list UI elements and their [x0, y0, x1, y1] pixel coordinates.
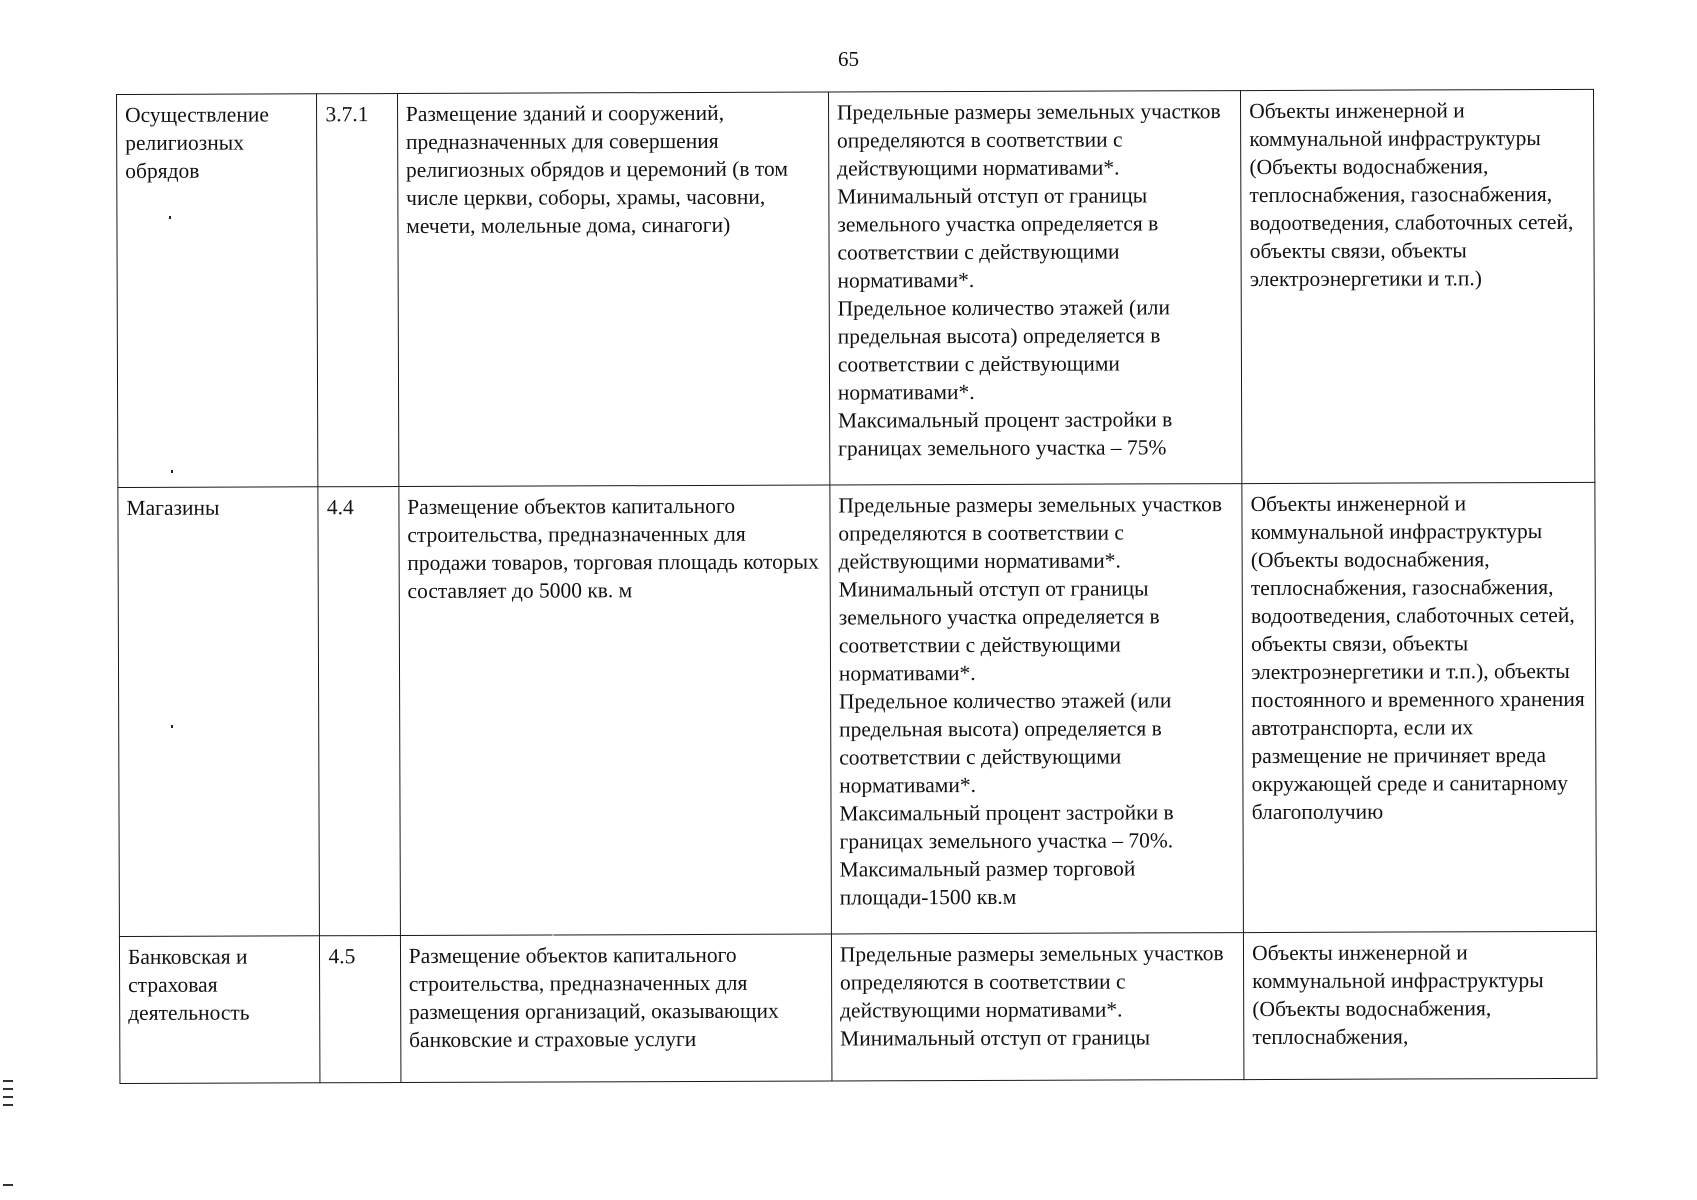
auxiliary-objects-cell: Объекты инженерной и коммунальной инфраструктуры (Объекты водоснабжения, теплоснабжения, газоснабжения, водоотведения, слаботочных сетей, объекты связи, объекты электроэнергетики и т.п.), объекты постоянного и временного хранения автотранспорта, если их размещение не причиняет вреда окружающей среде и санитарному благополучию: [1242, 482, 1596, 932]
land-use-name-cell: Банковская и страховая деятельность: [119, 936, 320, 1084]
scan-speck: [171, 470, 173, 473]
land-use-description-cell: Размещение объектов капитального строительства, предназначенных для продажи товаров, торговая площадь которых составляет до 5000 кв. м: [399, 485, 832, 936]
construction-parameters-cell: Предельные размеры земельных участков определяются в соответствии с действующими нормативами*. Минимальный отступ от границы: [831, 933, 1244, 1081]
construction-parameters-cell: Предельные размеры земельных участков определяются в соответствии с действующими нормативами*. Минимальный отступ от границы земельного участка определяется в соответствии с действующими нормативами*. Предельное количество этажей (или предельная высота) определяется в соответствии с действующими нормативами*. Максимальный процент застройки в границах земельного участка – 70%. Максимальный размер торговой площади-1500 кв.м: [830, 484, 1244, 934]
land-use-description-cell: Размещение объектов капитального строительства, предназначенных для размещения организаций, оказывающих банковские и страховые услуги: [400, 934, 832, 1083]
page-number: 65: [838, 47, 859, 71]
table-row: [117, 89, 1595, 487]
land-use-code-cell: 4.4: [318, 487, 400, 936]
margin-mark: [3, 1104, 13, 1106]
construction-parameters-cell: Предельные размеры земельных участков определяются в соответствии с действующими нормативами*. Минимальный отступ от границы земельного участка определяется в соответствии с действующими нормативами*. Предельное количество этажей (или предельная высота) определяется в соответствии с действующими нормативами*. Максимальный процент застройки в границах земельного участка – 75%: [828, 91, 1242, 485]
land-use-table: [116, 89, 1597, 1084]
margin-mark: [3, 1184, 13, 1186]
auxiliary-objects-cell: Объекты инженерной и коммунальной инфраструктуры (Объекты водоснабжения, теплоснабжения,: [1244, 931, 1597, 1079]
scan-speck: [169, 216, 171, 219]
table-row: [119, 931, 1597, 1083]
land-use-name-cell: Магазины: [118, 487, 320, 937]
land-use-code-cell: 3.7.1: [317, 94, 399, 487]
scan-speck: [552, 934, 554, 936]
margin-mark: [3, 1080, 13, 1082]
land-use-description-cell: Размещение зданий и сооружений, предназначенных для совершения религиозных обрядов и церемоний (в том числе церкви, соборы, храмы, часовни, мечети, молельные дома, синагоги): [397, 92, 829, 487]
margin-mark: [3, 1088, 13, 1090]
land-use-name-cell: Осуществление религиозных обрядов: [117, 94, 319, 488]
auxiliary-objects-cell: Объекты инженерной и коммунальной инфраструктуры (Объекты водоснабжения, теплоснабжения, газоснабжения, водоотведения, слаботочных сетей, объекты связи, объекты электроэнергетики и т.п.): [1241, 89, 1595, 483]
land-use-code-cell: 4.5: [320, 936, 401, 1083]
scan-speck: [171, 725, 173, 728]
table-row: [118, 482, 1597, 936]
margin-mark: [3, 1096, 13, 1098]
